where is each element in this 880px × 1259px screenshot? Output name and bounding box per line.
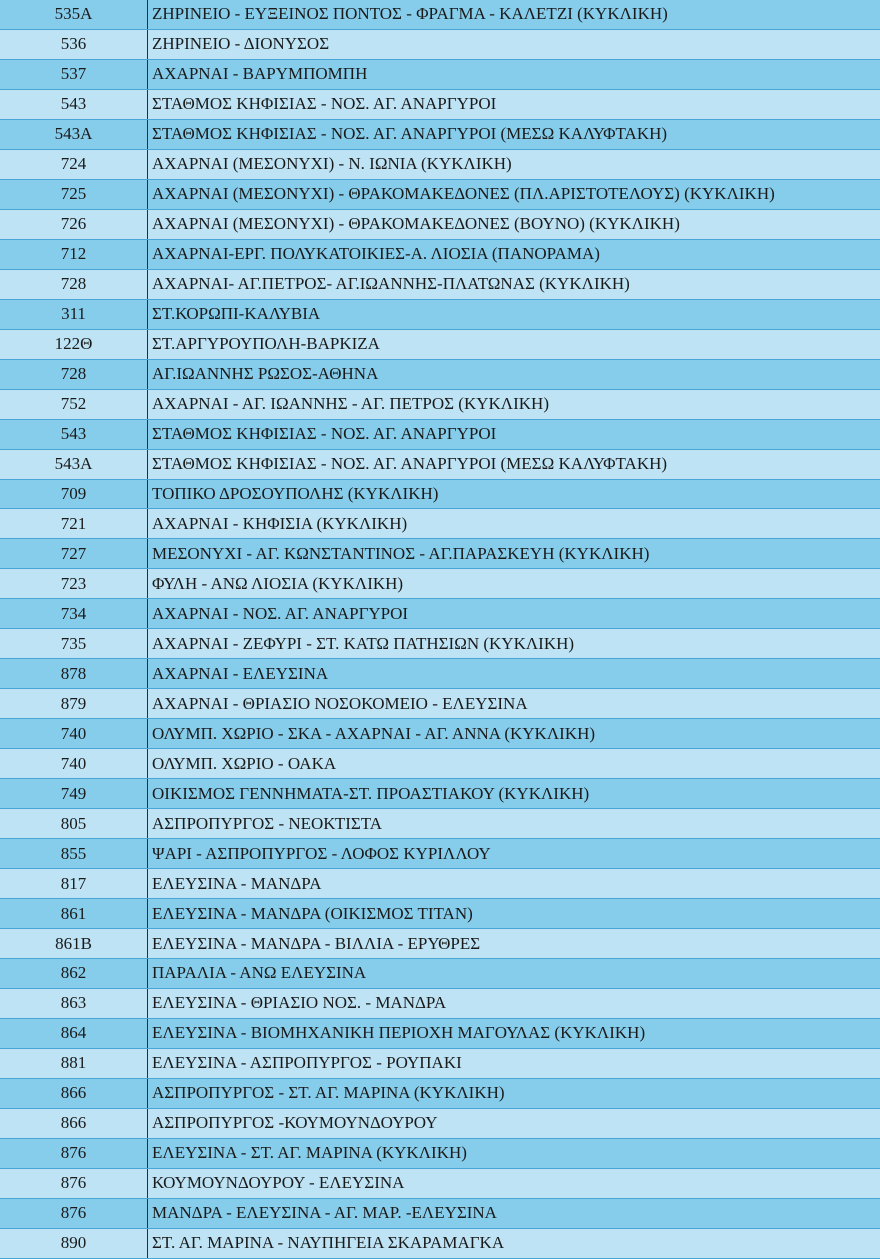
- table-row: [0, 569, 880, 599]
- route-number-cell: 709: [0, 480, 148, 509]
- route-number-cell: 537: [0, 60, 148, 89]
- table-row: [0, 360, 880, 390]
- route-number-cell: 543: [0, 420, 148, 449]
- table-row: [0, 1079, 880, 1109]
- route-number-cell: 543Α: [0, 120, 148, 149]
- table-row: [0, 1019, 880, 1049]
- table-row: [0, 809, 880, 839]
- table-row: [0, 539, 880, 569]
- route-description-cell: ΣΤΑΘΜΟΣ ΚΗΦΙΣΙΑΣ - ΝΟΣ. ΑΓ. ΑΝΑΡΓΥΡΟΙ: [152, 94, 497, 114]
- route-description-cell: ΕΛΕΥΣΙΝΑ - ΜΑΝΔΡΑ: [152, 873, 322, 893]
- route-description-cell: ΑΧΑΡΝΑΙ (ΜΕΣΟΝΥΧΙ) - ΘΡΑΚΟΜΑΚΕΔΟΝΕΣ (ΒΟΥΝΟ) (ΚΥΚΛΙΚΗ): [152, 214, 680, 234]
- table-row: [0, 480, 880, 510]
- route-description-cell: ΣΤΑΘΜΟΣ ΚΗΦΙΣΙΑΣ - ΝΟΣ. ΑΓ. ΑΝΑΡΓΥΡΟΙ: [152, 424, 497, 444]
- route-description-cell: ΕΛΕΥΣΙΝΑ - ΒΙΟΜΗΧΑΝΙΚΗ ΠΕΡΙΟΧΗ ΜΑΓΟΥΛΑΣ (ΚΥΚΛΙΚΗ): [152, 1023, 646, 1043]
- route-number-cell: 740: [0, 749, 148, 778]
- route-description-cell: ΣΤΑΘΜΟΣ ΚΗΦΙΣΙΑΣ - ΝΟΣ. ΑΓ. ΑΝΑΡΓΥΡΟΙ (ΜΕΣΩ ΚΑΛΥΦΤΑΚΗ): [152, 124, 668, 144]
- table-row: [0, 240, 880, 270]
- table-row: [0, 0, 880, 30]
- route-number-cell: 878: [0, 659, 148, 688]
- route-number-cell: 805: [0, 809, 148, 838]
- table-row: [0, 1139, 880, 1169]
- table-row: [0, 719, 880, 749]
- table-row: [0, 270, 880, 300]
- table-row: [0, 300, 880, 330]
- route-number-cell: 855: [0, 839, 148, 868]
- route-description-cell: ΑΧΑΡΝΑΙ (ΜΕΣΟΝΥΧΙ) - Ν. ΙΩΝΙΑ (ΚΥΚΛΙΚΗ): [152, 154, 512, 174]
- route-number-cell: 740: [0, 719, 148, 748]
- route-number-cell: 735: [0, 629, 148, 658]
- route-description-cell: ΜΕΣΟΝΥΧΙ - ΑΓ. ΚΩΝΣΤΑΝΤΙΝΟΣ - ΑΓ.ΠΑΡΑΣΚΕΥΗ (ΚΥΚΛΙΚΗ): [152, 543, 650, 563]
- table-row: [0, 150, 880, 180]
- route-description-cell: ΑΧΑΡΝΑΙ - ΘΡΙΑΣΙΟ ΝΟΣΟΚΟΜΕΙΟ - ΕΛΕΥΣΙΝΑ: [152, 693, 528, 713]
- route-number-cell: 861: [0, 899, 148, 928]
- table-row: [0, 599, 880, 629]
- route-number-cell: 749: [0, 779, 148, 808]
- route-description-cell: ΣΤΑΘΜΟΣ ΚΗΦΙΣΙΑΣ - ΝΟΣ. ΑΓ. ΑΝΑΡΓΥΡΟΙ (ΜΕΣΩ ΚΑΛΥΦΤΑΚΗ): [152, 454, 668, 474]
- route-description-cell: ΟΛΥΜΠ. ΧΩΡΙΟ - ΣΚΑ - ΑΧΑΡΝΑΙ - ΑΓ. ΑΝΝΑ (ΚΥΚΛΙΚΗ): [152, 723, 596, 743]
- route-description-cell: ΟΛΥΜΠ. ΧΩΡΙΟ - ΟΑΚΑ: [152, 753, 337, 773]
- table-row: [0, 1229, 880, 1259]
- table-row: [0, 1169, 880, 1199]
- route-number-cell: 879: [0, 689, 148, 718]
- route-number-cell: 728: [0, 360, 148, 389]
- route-description-cell: ΕΛΕΥΣΙΝΑ - ΘΡΙΑΣΙΟ ΝΟΣ. - ΜΑΝΔΡΑ: [152, 993, 447, 1013]
- route-description-cell: ΦΥΛΗ - ΑΝΩ ΛΙΟΣΙΑ (ΚΥΚΛΙΚΗ): [152, 573, 404, 593]
- route-number-cell: 863: [0, 989, 148, 1018]
- route-number-cell: 122Θ: [0, 330, 148, 359]
- route-number-cell: 752: [0, 390, 148, 419]
- route-number-cell: 862: [0, 959, 148, 988]
- route-description-cell: ΣΤ. ΑΓ. ΜΑΡΙΝΑ - ΝΑΥΠΗΓΕΙΑ ΣΚΑΡΑΜΑΓΚΑ: [152, 1233, 505, 1253]
- table-row: [0, 839, 880, 869]
- route-description-cell: ΑΣΠΡΟΠΥΡΓΟΣ -ΚΟΥΜΟΥΝΔΟΥΡΟΥ: [152, 1113, 438, 1133]
- route-number-cell: 864: [0, 1019, 148, 1048]
- route-number-cell: 727: [0, 539, 148, 568]
- route-description-cell: ΨΑΡΙ - ΑΣΠΡΟΠΥΡΓΟΣ - ΛΟΦΟΣ ΚΥΡΙΛΛΟΥ: [152, 843, 491, 863]
- table-row: [0, 120, 880, 150]
- table-row: [0, 629, 880, 659]
- table-row: [0, 330, 880, 360]
- route-description-cell: ΖΗΡΙΝΕΙΟ - ΕΥΞΕΙΝΟΣ ΠΟΝΤΟΣ - ΦΡΑΓΜΑ - ΚΑΛΕΤΖΙ (ΚΥΚΛΙΚΗ): [152, 4, 668, 24]
- route-number-cell: 723: [0, 569, 148, 598]
- route-description-cell: ΑΧΑΡΝΑΙ - ΖΕΦΥΡΙ - ΣΤ. ΚΑΤΩ ΠΑΤΗΣΙΩΝ (ΚΥΚΛΙΚΗ): [152, 633, 575, 653]
- table-row: [0, 869, 880, 899]
- route-description-cell: ΕΛΕΥΣΙΝΑ - ΣΤ. ΑΓ. ΜΑΡΙΝΑ (ΚΥΚΛΙΚΗ): [152, 1143, 467, 1163]
- route-number-cell: 866: [0, 1109, 148, 1138]
- route-description-cell: ΑΧΑΡΝΑΙ - ΒΑΡΥΜΠΟΜΠΗ: [152, 64, 368, 84]
- table-row: [0, 390, 880, 420]
- table-row: [0, 959, 880, 989]
- route-number-cell: 861Β: [0, 929, 148, 958]
- table-row: [0, 1109, 880, 1139]
- route-description-cell: ΑΣΠΡΟΠΥΡΓΟΣ - ΣΤ. ΑΓ. ΜΑΡΙΝΑ (ΚΥΚΛΙΚΗ): [152, 1083, 505, 1103]
- route-description-cell: ΤΟΠΙΚΟ ΔΡΟΣΟΥΠΟΛΗΣ (ΚΥΚΛΙΚΗ): [152, 483, 439, 503]
- route-description-cell: ΑΓ.ΙΩΑΝΝΗΣ ΡΩΣΟΣ-ΑΘΗΝΑ: [152, 364, 379, 384]
- route-number-cell: 543: [0, 90, 148, 119]
- table-row: [0, 210, 880, 240]
- route-number-cell: 311: [0, 300, 148, 329]
- table-row: [0, 659, 880, 689]
- route-description-cell: ΑΧΑΡΝΑΙ - ΕΛΕΥΣΙΝΑ: [152, 663, 329, 683]
- route-description-cell: ΑΣΠΡΟΠΥΡΓΟΣ - ΝΕΟΚΤΙΣΤΑ: [152, 813, 383, 833]
- route-description-cell: ΠΑΡΑΛΙΑ - ΑΝΩ ΕΛΕΥΣΙΝΑ: [152, 963, 367, 983]
- table-row: [0, 779, 880, 809]
- table-row: [0, 929, 880, 959]
- route-number-cell: 536: [0, 30, 148, 59]
- route-number-cell: 817: [0, 869, 148, 898]
- route-number-cell: 876: [0, 1199, 148, 1228]
- route-description-cell: ΑΧΑΡΝΑΙ- ΑΓ.ΠΕΤΡΟΣ- ΑΓ.ΙΩΑΝΝΗΣ-ΠΛΑΤΩΝΑΣ (ΚΥΚΛΙΚΗ): [152, 274, 630, 294]
- route-description-cell: ΑΧΑΡΝΑΙ - ΝΟΣ. ΑΓ. ΑΝΑΡΓΥΡΟΙ: [152, 603, 409, 623]
- table-row: [0, 509, 880, 539]
- route-description-cell: ΑΧΑΡΝΑΙ (ΜΕΣΟΝΥΧΙ) - ΘΡΑΚΟΜΑΚΕΔΟΝΕΣ (ΠΛ.ΑΡΙΣΤΟΤΕΛΟΥΣ) (ΚΥΚΛΙΚΗ): [152, 184, 775, 204]
- route-number-cell: 728: [0, 270, 148, 299]
- route-number-cell: 866: [0, 1079, 148, 1108]
- table-row: [0, 1199, 880, 1229]
- table-row: [0, 60, 880, 90]
- route-number-cell: 734: [0, 599, 148, 628]
- route-description-cell: ΕΛΕΥΣΙΝΑ - ΑΣΠΡΟΠΥΡΓΟΣ - ΡΟΥΠΑΚΙ: [152, 1053, 462, 1073]
- route-number-cell: 712: [0, 240, 148, 269]
- route-description-cell: ΑΧΑΡΝΑΙ - ΚΗΦΙΣΙΑ (ΚΥΚΛΙΚΗ): [152, 513, 408, 533]
- route-number-cell: 725: [0, 180, 148, 209]
- table-row: [0, 90, 880, 120]
- route-description-cell: ΣΤ.ΚΟΡΩΠΙ-ΚΑΛΥΒΙΑ: [152, 304, 321, 324]
- table-row: [0, 30, 880, 60]
- route-description-cell: ΖΗΡΙΝΕΙΟ - ΔΙΟΝΥΣΟΣ: [152, 34, 330, 54]
- route-description-cell: ΑΧΑΡΝΑΙ - ΑΓ. ΙΩΑΝΝΗΣ - ΑΓ. ΠΕΤΡΟΣ (ΚΥΚΛΙΚΗ): [152, 394, 549, 414]
- route-description-cell: ΑΧΑΡΝΑΙ-ΕΡΓ. ΠΟΛΥΚΑΤΟΙΚΙΕΣ-Α. ΛΙΟΣΙΑ (ΠΑΝΟΡΑΜΑ): [152, 244, 600, 264]
- table-row: [0, 450, 880, 480]
- route-description-cell: ΕΛΕΥΣΙΝΑ - ΜΑΝΔΡΑ (ΟΙΚΙΣΜΟΣ ΤΙΤΑΝ): [152, 903, 473, 923]
- route-number-cell: 726: [0, 210, 148, 239]
- route-number-cell: 721: [0, 509, 148, 538]
- route-number-cell: 876: [0, 1169, 148, 1198]
- route-description-cell: ΟΙΚΙΣΜΟΣ ΓΕΝΝΗΜΑΤΑ-ΣΤ. ΠΡΟΑΣΤΙΑΚΟΥ (ΚΥΚΛΙΚΗ): [152, 783, 590, 803]
- table-row: [0, 899, 880, 929]
- table-row: [0, 420, 880, 450]
- route-number-cell: 876: [0, 1139, 148, 1168]
- route-number-cell: 535Α: [0, 0, 148, 29]
- route-description-cell: ΜΑΝΔΡΑ - ΕΛΕΥΣΙΝΑ - ΑΓ. ΜΑΡ. -ΕΛΕΥΣΙΝΑ: [152, 1203, 497, 1223]
- table-row: [0, 749, 880, 779]
- route-description-cell: ΕΛΕΥΣΙΝΑ - ΜΑΝΔΡΑ - ΒΙΛΛΙΑ - ΕΡΥΘΡΕΣ: [152, 933, 481, 953]
- route-description-cell: ΣΤ.ΑΡΓΥΡΟΥΠΟΛΗ-ΒΑΡΚΙΖΑ: [152, 334, 380, 354]
- route-number-cell: 890: [0, 1229, 148, 1258]
- table-row: [0, 180, 880, 210]
- route-description-cell: ΚΟΥΜΟΥΝΔΟΥΡΟΥ - ΕΛΕΥΣΙΝΑ: [152, 1173, 405, 1193]
- route-number-cell: 543Α: [0, 450, 148, 479]
- table-row: [0, 689, 880, 719]
- route-number-cell: 724: [0, 150, 148, 179]
- table-row: [0, 1049, 880, 1079]
- route-number-cell: 881: [0, 1049, 148, 1078]
- table-row: [0, 989, 880, 1019]
